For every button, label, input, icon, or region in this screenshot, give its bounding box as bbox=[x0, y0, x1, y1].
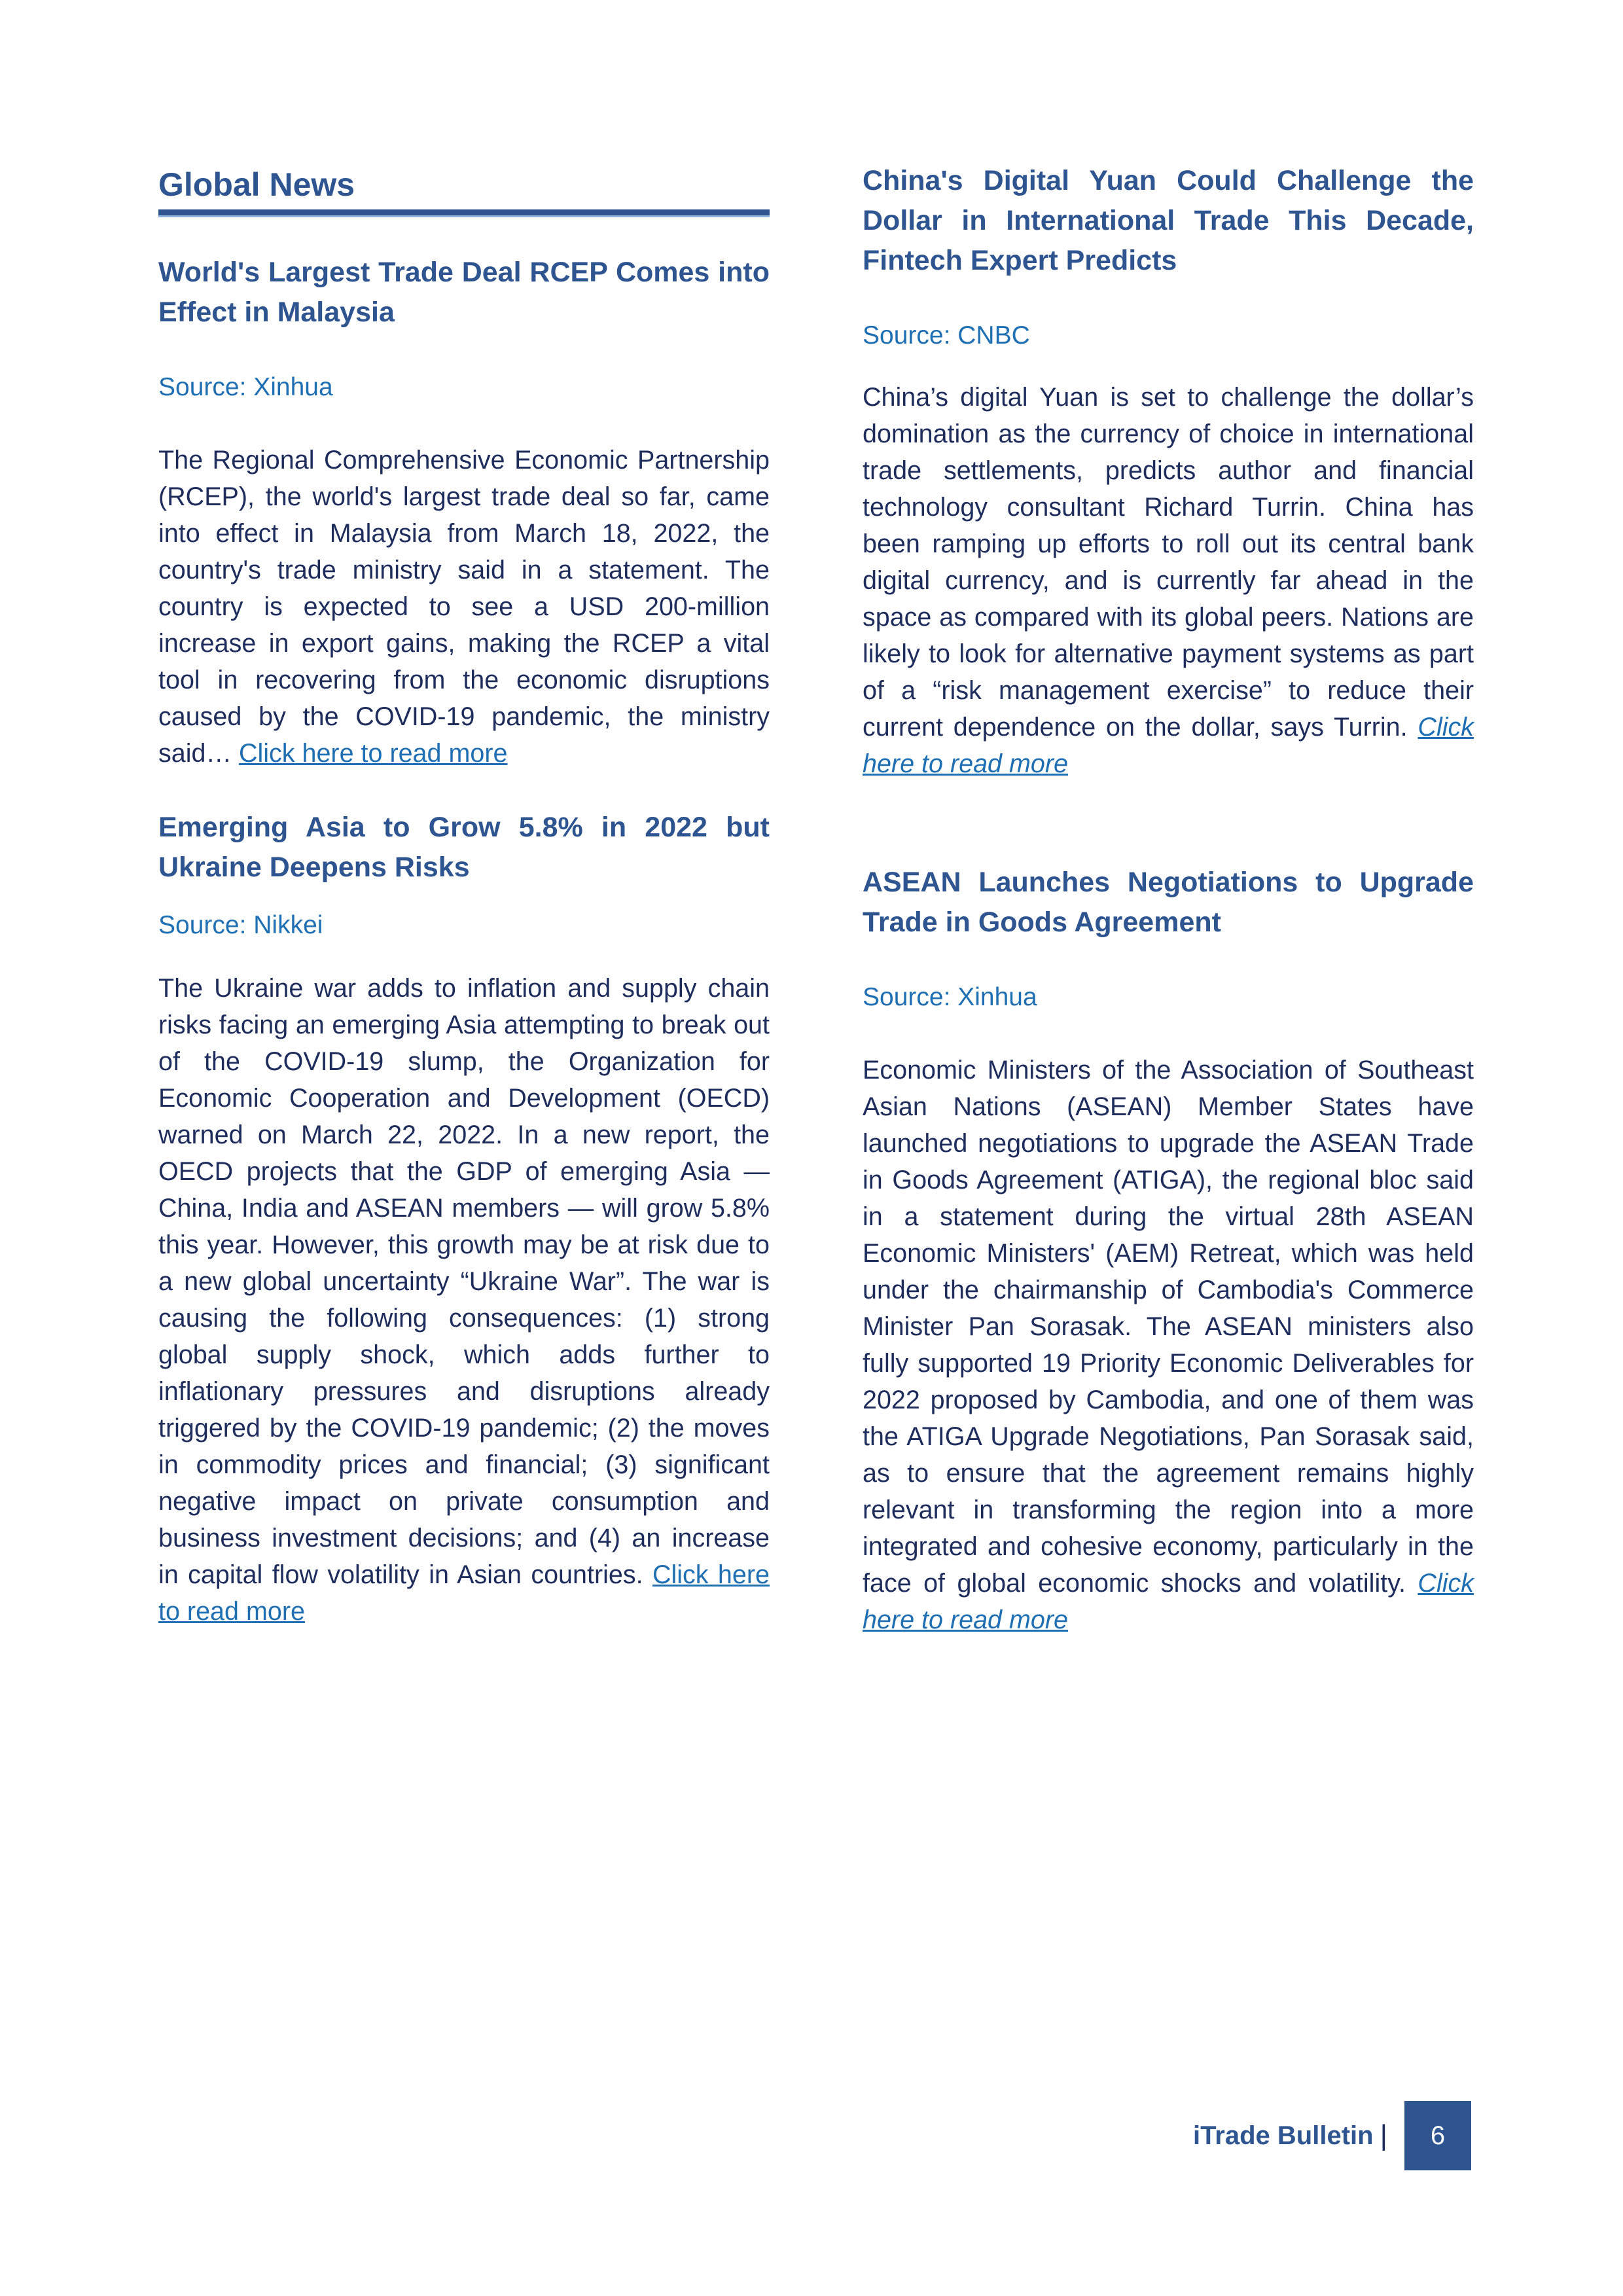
footer-separator: | bbox=[1380, 2119, 1387, 2151]
article-body bbox=[863, 1052, 1474, 1638]
article-body bbox=[158, 442, 770, 772]
article-headline: World's Largest Trade Deal RCEP Comes into Effect in Malaysia bbox=[158, 257, 770, 328]
article-headline: Emerging Asia to Grow 5.8% in 2022 but Ukraine Deepens Risks bbox=[158, 812, 770, 883]
article-digital-yuan bbox=[863, 161, 1474, 782]
read-more-link[interactable]: Click here to read more bbox=[863, 1569, 1474, 1634]
article-source: Source: Nikkei bbox=[158, 911, 323, 939]
article-body-text: China’s digital Yuan is set to challenge the dollar’s domination as the currency of choice in international trade settlements, predicts author and financial technology consultant Richard Turrin. China has been ramping up efforts to roll out its central bank digital currency, and is currently far ahead in the space as compared with its global peers. Nations are likely to look for alternative payment systems as part of a “risk management exercise” to reduce their current dependence on the dollar, says Turrin. bbox=[863, 383, 1474, 742]
article-headline: ASEAN Launches Negotiations to Upgrade Trade in Goods Agreement bbox=[863, 867, 1474, 938]
section-title: Global News bbox=[158, 166, 355, 203]
article-headline: China's Digital Yuan Could Challenge the Dollar in International Trade This Decade, Fintech Expert Predicts bbox=[863, 165, 1474, 276]
page-footer bbox=[1193, 2101, 1471, 2170]
article-rcep bbox=[158, 253, 770, 772]
publication-name: iTrade Bulletin bbox=[1192, 2121, 1374, 2150]
read-more-link[interactable]: Click here to read more bbox=[863, 713, 1474, 778]
article-body-text: The Ukraine war adds to inflation and supply chain risks facing an emerging Asia attempting to break out of the COVID-19 slump, the Organization for Economic Cooperation and Development (OECD) warned on March 22, 2022. In a new report, the OECD projects that the GDP of emerging Asia — China, India and ASEAN members — will grow 5.8% this year. However, this growth may be at risk due to a new global uncertainty “Ukraine War”. The war is causing the following consequences: (1) strong global supply shock, which adds further to inflationary pressures and disruptions already triggered by the COVID-19 pandemic; (2) the moves in commodity prices and financial; (3) significant negative impact on private consumption and business investment decisions; and (4) an increase in capital flow volatility in Asian countries. bbox=[158, 974, 770, 1589]
page-number: 6 bbox=[1404, 2101, 1471, 2170]
article-body bbox=[158, 970, 770, 1630]
article-source: Source: CNBC bbox=[863, 321, 1030, 350]
article-body-text: The Regional Comprehensive Economic Partnership (RCEP), the world's largest trade deal so far, came into effect in Malaysia from March 18, 2022, the country's trade ministry said in a statement. The country is expected to see a USD 200-million increase in export gains, making the RCEP a vital tool in recovering from the economic disruptions caused by the COVID-19 pandemic, the ministry said… bbox=[158, 446, 770, 768]
read-more-link[interactable]: Click here to read more bbox=[158, 1560, 770, 1626]
read-more-link[interactable]: Click here to read more bbox=[238, 739, 508, 768]
section-title-underline bbox=[158, 209, 770, 217]
article-source: Source: Xinhua bbox=[158, 373, 333, 401]
article-body-text: Economic Ministers of the Association of Southeast Asian Nations (ASEAN) Member States have launched negotiations to upgrade the ASEAN Trade in Goods Agreement (ATIGA), the regional bloc said in a statement during the virtual 28th ASEAN Economic Ministers' (AEM) Retreat, which was held under the chairmanship of Cambodia's Commerce Minister Pan Sorasak. The ASEAN ministers also fully supported 19 Priority Economic Deliverables for 2022 proposed by Cambodia, and one of them was the ATIGA Upgrade Negotiations, Pan Sorasak said, as to ensure that the agreement remains highly relevant in transforming the region into a more integrated and cohesive economy, particularly in the face of global economic shocks and volatility. bbox=[863, 1056, 1474, 1598]
article-emerging-asia bbox=[158, 808, 770, 1630]
article-body bbox=[863, 379, 1474, 782]
article-source: Source: Xinhua bbox=[863, 983, 1037, 1011]
article-asean-atiga bbox=[863, 863, 1474, 1638]
